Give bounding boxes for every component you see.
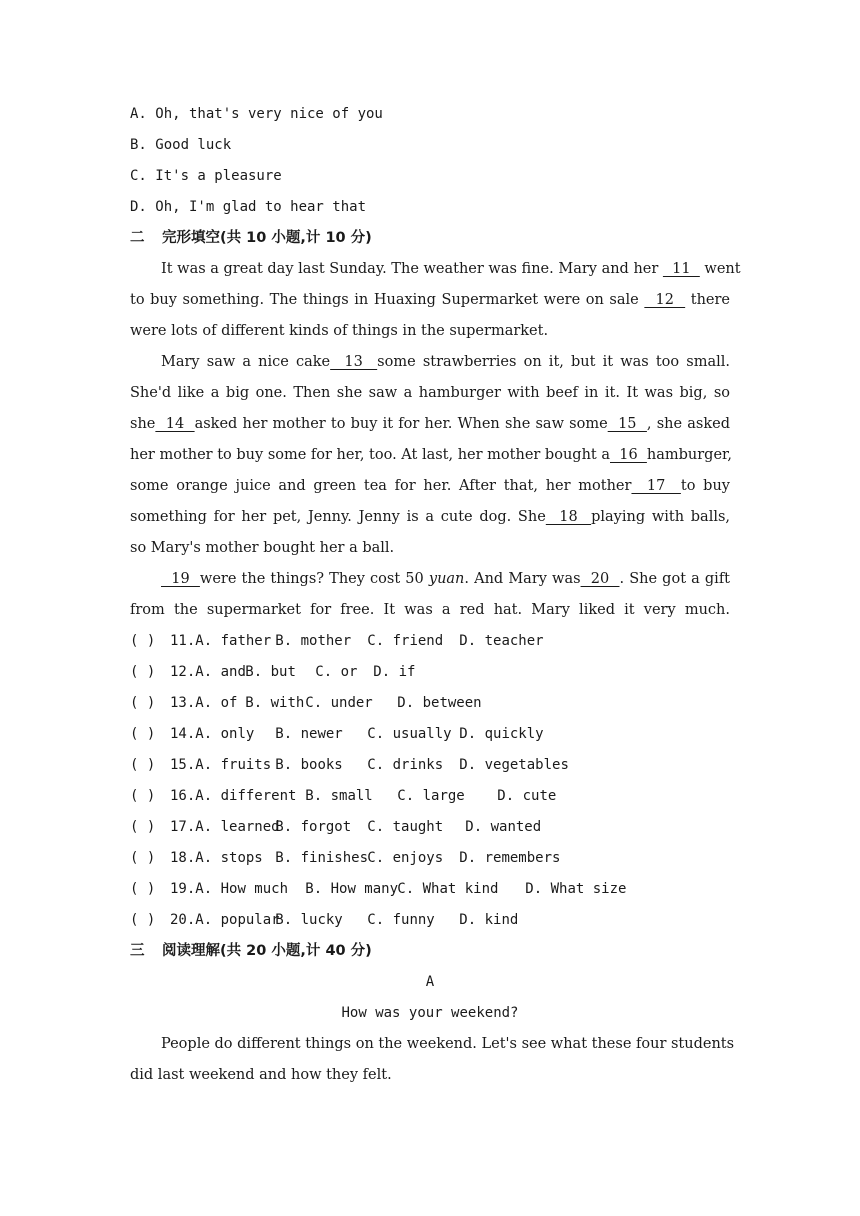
choice-d: D. What size [525,881,627,897]
choice-d: D. if [373,664,416,680]
text-fragment: were the things? They cost 50 [199,571,429,587]
text-fragment: Mary saw a nice cake [161,354,331,370]
section-number: 二 [130,230,145,246]
text-fragment: People do different things on the weekend. Let's see what these four students [161,1036,735,1052]
question-number: 19. [170,881,196,897]
question-number: 11. [170,633,196,649]
text-fragment: It was a great day last Sunday. The weather was fine. Mary and her [161,261,659,277]
text-fragment: from the supermarket for free. It was a red hat. Mary liked it very much. [130,602,730,618]
blank-14: 14 [155,416,195,432]
question-row [130,626,730,657]
question-number: 18. [170,850,196,866]
section-title: 阅读理解(共 20 小题,计 40 分) [162,943,372,959]
choice-d: D. kind [459,912,519,928]
choice-b: B. forgot [275,819,352,835]
question-number: 20. [170,912,196,928]
text-fragment: some orange juice and green tea for her. After that, her mother [130,478,632,494]
text-fragment: asked her mother to buy it for her. When she saw some [194,416,608,432]
choice-d: D. wanted [465,819,542,835]
question-number: 12. [170,664,196,680]
text-fragment: yuan [428,571,465,587]
blank-20: 20 [580,571,620,587]
choice-c: C. What kind [397,881,499,897]
blank-16: 16 [610,447,647,463]
choice-d: D. teacher [459,633,544,649]
choice-a: A. different [195,788,297,804]
text-fragment: some strawberries on it, but it was too small. [377,354,731,370]
choice-d: D. remembers [459,850,561,866]
passage-line [130,378,730,409]
answer-blank[interactable]: ( ) [130,819,156,835]
choice-b: B. How many [305,881,399,897]
passage-line [130,316,730,347]
question-row [130,874,730,905]
passage-line [130,564,730,595]
text-fragment: went [699,261,741,277]
blank-12: 12 [644,292,686,308]
text-fragment: to buy [680,478,730,494]
question-row [130,719,730,750]
choice-b: B. lucky [275,912,343,928]
text-fragment: so Mary's mother bought her a ball. [130,540,395,556]
choice-a: A. only [195,726,255,742]
passage-line [130,533,730,564]
choice-d: D. quickly [459,726,544,742]
choice-c: C. drinks [367,757,444,773]
passage-line [130,409,730,440]
answer-blank[interactable]: ( ) [130,726,156,742]
reading-title: How was your weekend? [341,1005,519,1021]
choice-b: B. with [245,695,305,711]
blank-19: 19 [161,571,200,587]
blank-13: 13 [330,354,378,370]
passage-line [130,471,730,502]
choice-a: A. popular [195,912,280,928]
passage-line [130,1060,730,1091]
text-fragment: something for her pet, Jenny. Jenny is a cute dog. She [130,509,546,525]
question-number: 15. [170,757,196,773]
choice-d: D. cute [497,788,557,804]
text-fragment: to buy something. The things in Huaxing Supermarket were on sale [130,292,639,308]
answer-blank[interactable]: ( ) [130,912,156,928]
choice-b: B. newer [275,726,343,742]
text-fragment: , she asked [646,416,730,432]
choice-c: C. funny [367,912,435,928]
question-row [130,688,730,719]
question-number: 14. [170,726,196,742]
question-row [130,812,730,843]
text-fragment: were lots of different kinds of things in the supermarket. [130,323,549,339]
choice-c: C. enjoys [367,850,444,866]
text-fragment: did last weekend and how they felt. [130,1067,392,1083]
choice-c: C. usually [367,726,452,742]
choice-c: C. friend [367,633,444,649]
passage-line [130,502,730,533]
choice-a: A. fruits [195,757,272,773]
question-number: 16. [170,788,196,804]
choice-a: A. stops [195,850,263,866]
question-row [130,843,730,874]
choice-a: A. learned [195,819,280,835]
blank-18: 18 [545,509,592,525]
choice-a: A. How much [195,881,289,897]
blank-11: 11 [662,261,700,277]
answer-blank[interactable]: ( ) [130,757,156,773]
passage-line [130,347,730,378]
choice-c: C. or [315,664,358,680]
text-fragment: hamburger, [646,447,732,463]
answer-blank[interactable]: ( ) [130,881,156,897]
text-fragment: her mother to buy some for her, too. At last, her mother bought a [130,447,610,463]
section-number: 三 [130,943,145,959]
text-fragment: she [130,416,156,432]
section-3-heading [130,936,730,967]
answer-blank[interactable]: ( ) [130,695,156,711]
choice-b: B. finishes [275,850,369,866]
question-number: 17. [170,819,196,835]
text-fragment: She'd like a big one. Then she saw a hamburger with beef in it. It was big, so [130,385,730,401]
choice-a: A. and [195,664,246,680]
passage-line [130,254,741,285]
choice-c: C. large [397,788,465,804]
question-number: 13. [170,695,196,711]
text-fragment: there [685,292,731,308]
question-row [130,781,730,812]
answer-blank[interactable]: ( ) [130,850,156,866]
question-list [130,626,730,936]
exam-page [130,99,741,1091]
option-b: B. Good luck [130,137,232,153]
answer-blank[interactable]: ( ) [130,664,156,680]
blank-15: 15 [607,416,647,432]
answer-blank[interactable]: ( ) [130,633,156,649]
choice-a: A. of [195,695,238,711]
text-fragment: playing with balls, [591,509,731,525]
text-fragment: . She got a gift [619,571,731,587]
question-row [130,657,730,688]
choice-b: B. books [275,757,343,773]
choice-b: B. small [305,788,373,804]
option-d: D. Oh, I'm glad to hear that [130,199,367,215]
option-c: C. It's a pleasure [130,168,282,184]
choice-c: C. under [305,695,373,711]
passage-line [130,285,730,316]
blank-17: 17 [631,478,681,494]
reading-letter: A [425,974,435,990]
choice-b: B. but [245,664,296,680]
choice-b: B. mother [275,633,352,649]
text-fragment: . And Mary was [464,571,581,587]
question-row [130,905,730,936]
choice-d: D. vegetables [459,757,569,773]
passage-line [130,595,730,626]
section-2-heading [130,223,730,254]
choice-c: C. taught [367,819,444,835]
answer-blank[interactable]: ( ) [130,788,156,804]
question-row [130,750,730,781]
passage-line [130,1029,735,1060]
option-a: A. Oh, that's very nice of you [130,106,383,122]
choice-d: D. between [397,695,482,711]
passage-line [130,440,730,471]
choice-a: A. father [195,633,272,649]
section-title: 完形填空(共 10 小题,计 10 分) [162,230,372,246]
